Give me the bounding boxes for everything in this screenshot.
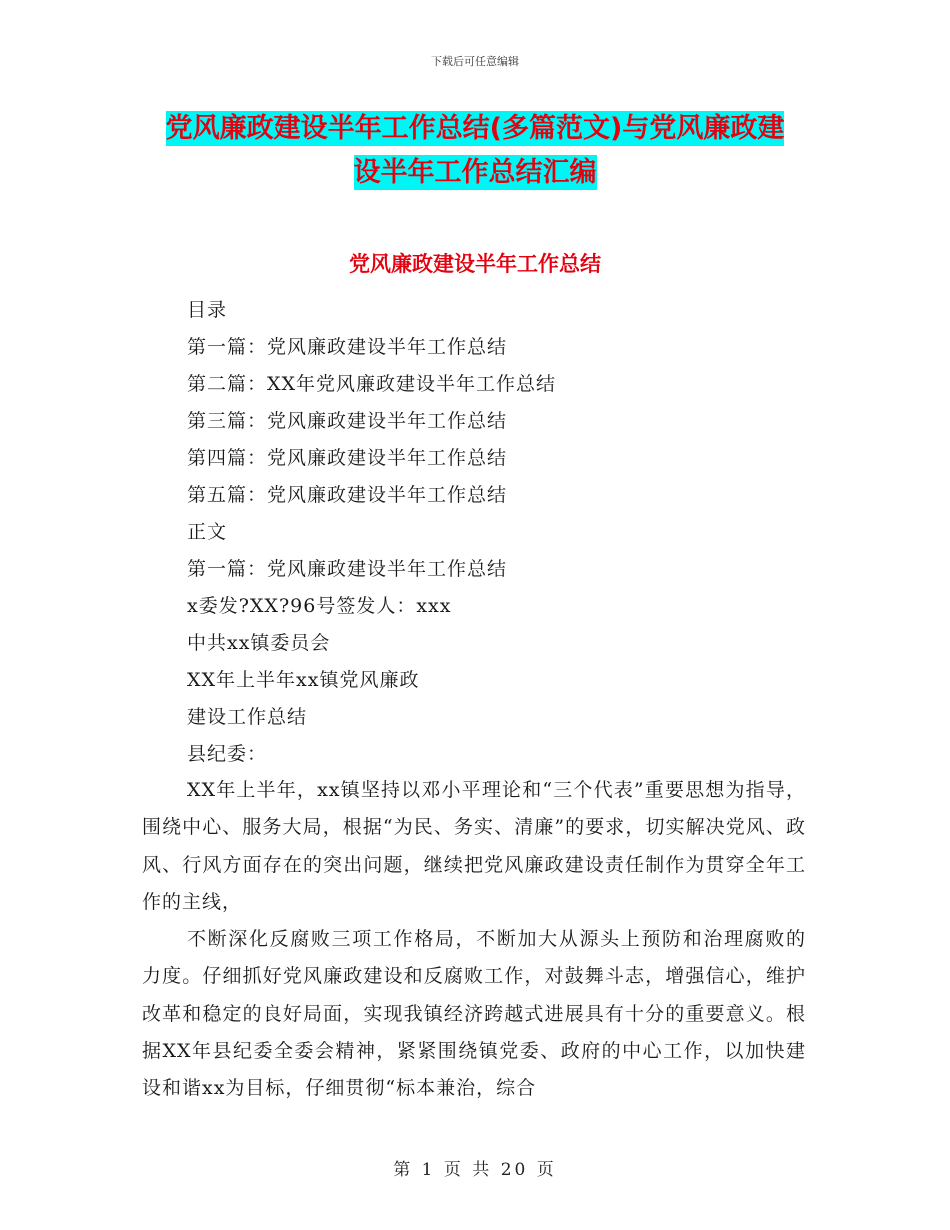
page-footer: 第 1 页 共 20 页 [393,1160,557,1180]
report-title-1: XX年上半年xx镇党风廉政 [187,669,420,691]
document-title-text-2: 设半年工作总结汇编 [353,157,597,188]
toc-and-header-lines [187,292,827,773]
header-note: 下载后可任意编辑 [431,55,519,68]
chapter-title: 第一篇：党风廉政建设半年工作总结 [187,558,508,580]
document-number: x委发?XX?96号签发人：xxx [187,595,452,617]
paragraph-1: XX年上半年，xx镇坚持以邓小平理论和“三个代表”重要思想为指导，围绕中心、服务大局，根据“为民、务实、清廉”的要求，切实解决党风、政风、行风方面存在的突出问题，继续把党风廉政建设责任制作为贯穿全年工作的主线， [142,779,806,913]
toc-item-5: 第五篇：党风廉政建设半年工作总结 [187,484,508,506]
toc-item-3: 第三篇：党风廉政建设半年工作总结 [187,410,508,432]
document-title-line-1 [0,108,950,150]
document-title-text-1: 党风廉政建设半年工作总结(多篇范文)与党风廉政建 [165,113,785,144]
document-title-line-2 [0,152,950,194]
toc-item-1: 第一篇：党风廉政建设半年工作总结 [187,336,508,358]
paragraph-2: 不断深化反腐败三项工作格局，不断加大从源头上预防和治理腐败的力度。仔细抓好党风廉政建设和反腐败工作，对鼓舞斗志，增强信心，维护改革和稳定的良好局面，实现我镇经济跨越式进展具有十分的重要意义。根据XX年县纪委全委会精神，紧紧围绕镇党委、政府的中心工作，以加快建设和谐xx为目标，仔细贯彻“标本兼治，综合 [142,928,806,1100]
body-heading: 正文 [187,521,228,543]
issuer: 中共xx镇委员会 [187,632,331,654]
body-text [142,772,806,1108]
section-title: 党风廉政建设半年工作总结 [349,252,601,276]
toc-heading: 目录 [187,299,228,321]
toc-item-2: 第二篇：XX年党风廉政建设半年工作总结 [187,373,557,395]
recipient: 县纪委： [187,743,268,765]
toc-item-4: 第四篇：党风廉政建设半年工作总结 [187,447,508,469]
report-title-2: 建设工作总结 [187,706,308,728]
